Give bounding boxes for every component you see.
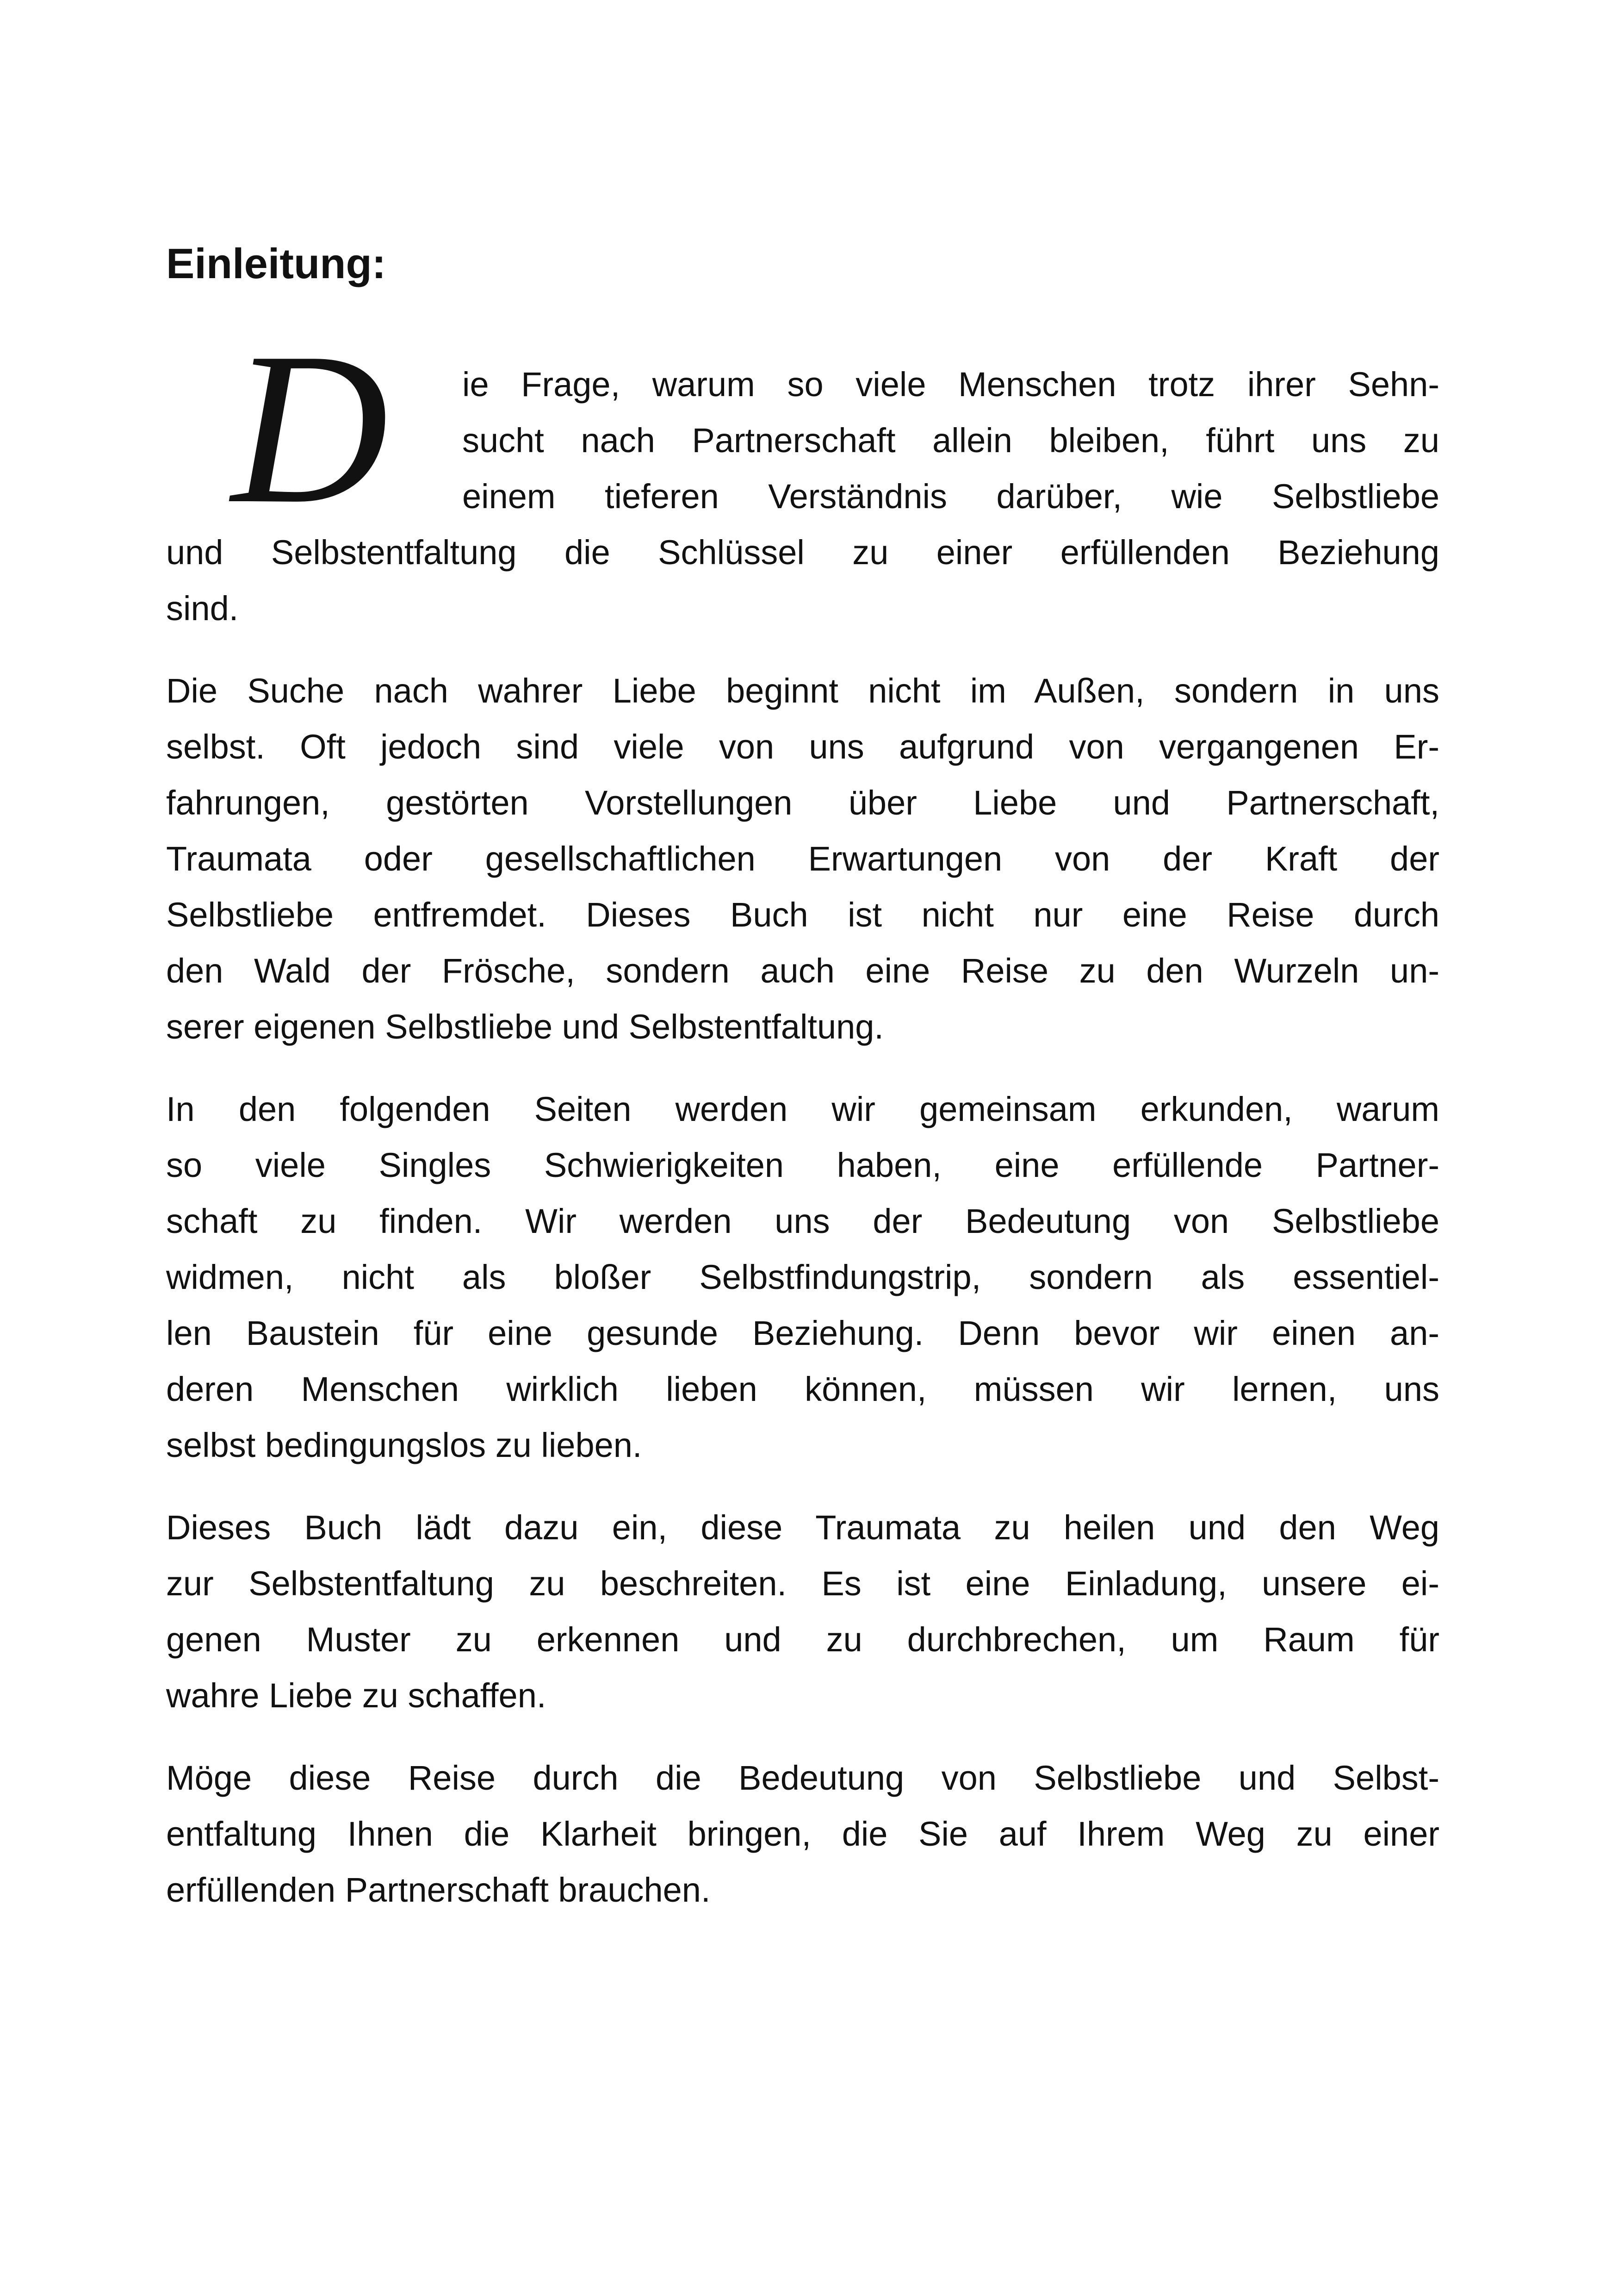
paragraph (166, 663, 1439, 1055)
text-line: len Baustein für eine gesunde Beziehung. Denn bevor wir einen an- (166, 1314, 1439, 1352)
text-line: entfaltung Ihnen die Klarheit bringen, die Sie auf Ihrem Weg zu einer (166, 1815, 1439, 1853)
text-line: fahrungen, gestörten Vorstellungen über Liebe und Partnerschaft, (166, 784, 1439, 822)
text-line: deren Menschen wirklich lieben können, müssen wir lernen, uns (166, 1370, 1439, 1408)
paragraph (166, 1500, 1439, 1724)
text-line: Dieses Buch lädt dazu ein, diese Traumata zu heilen und den Weg (166, 1508, 1439, 1547)
text-line: sind. (166, 589, 239, 628)
body-text (166, 356, 1439, 1944)
text-line: selbst bedingungslos zu lieben. (166, 1426, 642, 1464)
text-line: Selbstliebe entfremdet. Dieses Buch ist nicht nur eine Reise durch (166, 896, 1439, 934)
text-line: serer eigenen Selbstliebe und Selbstentfaltung. (166, 1008, 884, 1046)
drop-cap: D (231, 307, 389, 548)
text-line: Möge diese Reise durch die Bedeutung von Selbstliebe und Selbst- (166, 1759, 1439, 1797)
text-line: erfüllenden Partnerschaft brauchen. (166, 1871, 711, 1909)
text-line: den Wald der Frösche, sondern auch eine Reise zu den Wurzeln un- (166, 952, 1439, 990)
text-line: genen Muster zu erkennen und zu durchbrechen, um Raum für (166, 1620, 1439, 1659)
text-line: ie Frage, warum so viele Menschen trotz ihrer Sehn- (462, 365, 1439, 404)
text-line: Traumata oder gesellschaftlichen Erwartungen von der Kraft der (166, 840, 1439, 878)
text-line: wahre Liebe zu schaffen. (166, 1676, 546, 1715)
paragraph (166, 1081, 1439, 1473)
text-line: Die Suche nach wahrer Liebe beginnt nicht im Außen, sondern in uns (166, 672, 1439, 710)
text-line: einem tieferen Verständnis darüber, wie Selbstliebe (462, 477, 1439, 516)
text-line: selbst. Oft jedoch sind viele von uns aufgrund von vergangenen Er- (166, 728, 1439, 766)
text-line: zur Selbstentfaltung zu beschreiten. Es ist eine Einladung, unsere ei- (166, 1564, 1439, 1603)
paragraph (166, 356, 1439, 636)
text-line: schaft zu finden. Wir werden uns der Bedeutung von Selbstliebe (166, 1202, 1439, 1240)
text-line: sucht nach Partnerschaft allein bleiben, führt uns zu (462, 421, 1439, 460)
text-line: so viele Singles Schwierigkeiten haben, eine erfüllende Partner- (166, 1146, 1439, 1184)
text-line: widmen, nicht als bloßer Selbstfindungstrip, sondern als essentiel- (166, 1258, 1439, 1296)
text-line: und Selbstentfaltung die Schlüssel zu einer erfüllenden Beziehung (166, 533, 1439, 572)
paragraph (166, 1750, 1439, 1918)
text-line: In den folgenden Seiten werden wir gemeinsam erkunden, warum (166, 1090, 1439, 1128)
chapter-heading: Einleitung: (166, 240, 386, 287)
